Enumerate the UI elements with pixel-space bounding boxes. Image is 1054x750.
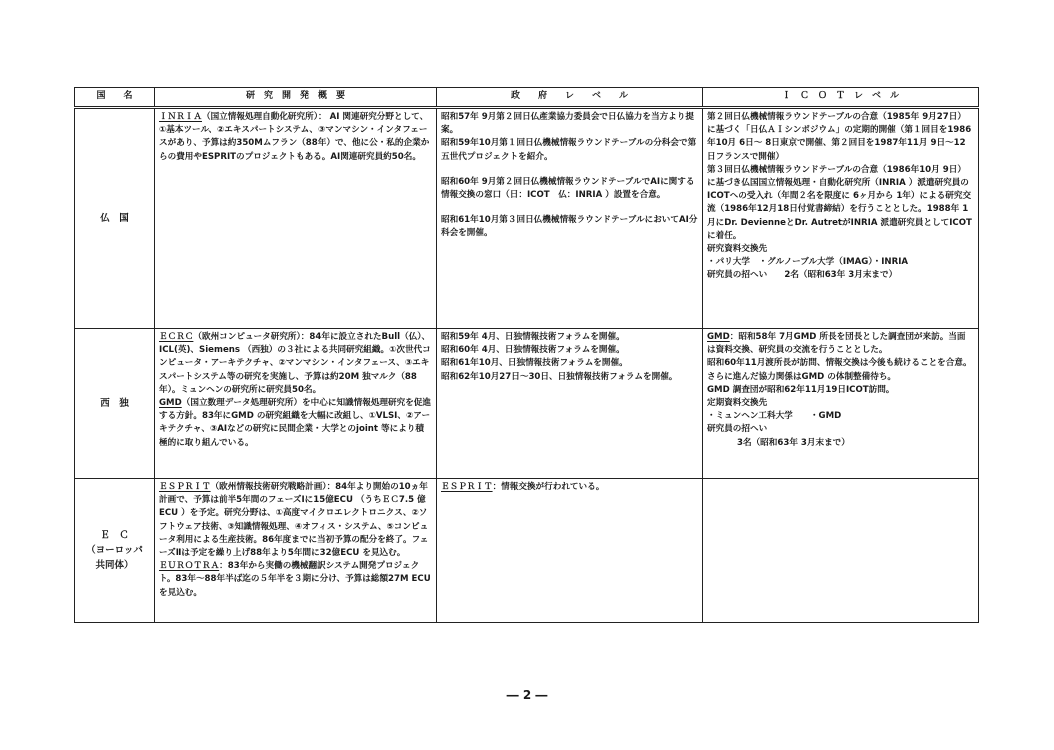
icot-paragraph: 研究員の招へい 2名（昭和63年 3月末まで） [707, 270, 898, 281]
government-item: 昭和61年10月第３回日仏機械情報ラウンドテーブルにおいてAI分科会を開催。 [441, 215, 698, 239]
government-item: 昭和60年 9月第２回日仏機械情報ラウンドテーブルでAIに関する情報交換の窓口（日：ICOT 仏：INRIA ）設置を合意。 [441, 176, 695, 201]
header-icot: Ｉ Ｃ Ｏ Ｔ レ ベ ル [703, 88, 979, 108]
row-west-germany [75, 329, 979, 479]
spacer [441, 164, 698, 176]
government-item [441, 481, 698, 494]
icot-paragraph: 昭和60年11月渡所長が訪問、情報交換は今後も続けることを合意。さらに進んだ協力関係はGMD の体制整備待ち。 [707, 358, 972, 382]
country-line: 共同体） [95, 560, 134, 571]
government-item: 昭和59年 4月、日独情報技術フォラムを開催。 [441, 332, 625, 342]
header-country: 国 名 [75, 88, 155, 108]
country-line: Ｅ Ｃ [100, 530, 129, 541]
org-description: ：83年から実働の機械翻訳システム開発プロジェクト。83年～88年半ば迄の５年半を３期に分け、予算は総額27M ECU を見込む。 [159, 561, 431, 598]
row-france [75, 108, 979, 329]
research-block [159, 560, 432, 600]
org-title-gmd: GMD [159, 398, 182, 409]
government-item: 昭和61年10月、日独情報技術フォラムを開催。 [441, 358, 628, 369]
icot-paragraph: 研究資料交換先 [707, 244, 768, 255]
research-block [159, 397, 432, 450]
research-west-germany [155, 329, 437, 479]
research-france [155, 108, 437, 329]
research-block [159, 331, 432, 397]
org-description: （国立数理データ処理研究所）を中心に知識情報処理研究を促進する方針。83年にGMD の研究組織を大幅に改組し、①VLSI、②アーキテクチャ、③AIなどの研究に民間企業・大学とのjoint 等により積極的に取り組んでいる。 [159, 398, 431, 448]
org-title-ecrc: ＥＣＲＣ [159, 332, 194, 342]
header-row [75, 88, 979, 108]
icot-paragraph: ・ミュンヘン工科大学 ・GMD [707, 411, 842, 422]
icot-ec [703, 479, 979, 623]
government-west-germany [437, 329, 703, 479]
icot-paragraph: ・パリ大学 ・グルノーブル大学（IMAG）・INRIA [707, 257, 909, 268]
country-line: （ヨーロッパ [86, 545, 143, 556]
org-title-esprit-gov: ＥＳＰＲＩＴ [441, 482, 493, 492]
org-description: （欧州コンピュータ研究所）：84年に設立されたBull（仏）、ICL(英)、Siemens （西独）の３社による共同研究組織。①次世代コンピュータ・アーキテクチャ、②マンマシン・インタフェース、③エキスパートシステム等の研究を実施し、予算は約20M 独マルク（88年）。ミュンヘンの研究所に研究員50名。 [159, 332, 431, 395]
icot-text: ：昭和58年 7月GMD 所長を団長とした調査団が来訪。当面は資料交換、研究員の交流を行うこととした。 [707, 332, 966, 356]
government-item: 昭和60年 4月、日独情報技術フォラムを開催。 [441, 345, 625, 356]
icot-paragraph: 定期資料交換先 [707, 398, 768, 409]
org-description: （国立情報処理自動化研究所）： AI 関連研究分野として、①基本ツール、②エキスパートシステム、③マンマシン・インタフェースがあり、予算は約350Mムフラン（88年）で、他に公・私的企業からの費用やESPRITのプロジェクトもある。AI関連研究員約50名。 [159, 112, 430, 162]
org-title-inria: ＩＮＲＩＡ [159, 112, 202, 122]
government-ec [437, 479, 703, 623]
comparison-table [74, 87, 979, 623]
icot-paragraph: 第３回日仏機械情報ラウンドテーブルの合意（1986年10月 9日）に基づき仏国国立情報処理・自動化研究所（INRIA ）派遣研究員のICOTへの受入れ（年間２名を限度に 6ヶ月から 1年）による研究交流（1986年12月18日付覚書締結）を行うこととした。1988年 1月にDr. DevienneとDr. AutretがINRIA 派遣研究員としてICOTに着任。 [707, 164, 972, 241]
icot-paragraph: GMD 調査団が昭和62年11月19日ICOT訪問。 [707, 384, 895, 395]
org-description: （欧州情報技術研究戦略計画）：84年より開始の10ヵ年計画で、予算は前半5年間のフェーズⅠに15億ECU （うちＥＣ7.5 億ECU ）を予定。研究分野は、①高度マイクロエレクトロニクス、②ソフトウェア技術、③知識情報処理、④オフィス・システム、⑤コンピュータ利用による生産技術。86年度までに当初予算の配分を終了。フェーズⅡは予定を繰り上げ88年より5年間に32億ECU を見込む。 [159, 482, 429, 559]
country-west-germany: 西 独 [75, 329, 155, 479]
research-ec [155, 479, 437, 623]
research-block [159, 111, 432, 164]
country-ec [75, 479, 155, 623]
government-item: 昭和62年10月27日～30日、日独情報技術フォラムを開催。 [441, 371, 678, 382]
icot-france [703, 108, 979, 329]
government-text: ：情報交換が行われている。 [492, 482, 605, 492]
icot-paragraph: 研究員の招へい [707, 424, 768, 435]
icot-paragraph: 第２回日仏機械情報ラウンドテーブルの合意（1985年 9月27日）に基づく「日仏ＡＩシンポジウム」の定期的開催（第１回目を1986年10月 6日～ 8日東京で開催、第２回目を1987年11月 9日～12日フランスで開催） [707, 112, 972, 162]
row-ec [75, 479, 979, 623]
icot-paragraph [707, 331, 974, 357]
header-government: 政 府 レ ベ ル [437, 88, 703, 108]
org-title-eurotra: ＥＵＲＯＴＲＡ [159, 561, 220, 572]
spacer [441, 202, 698, 214]
page-number: ― 2 ― [506, 688, 548, 702]
org-title-gmd-icot: GMD [707, 332, 730, 342]
government-france [437, 108, 703, 329]
header-research: 研 究 開 発 概 要 [155, 88, 437, 108]
government-item: 昭和57年 9月第２回日仏產業協力委員会で日仏協力を当方より提案。 [441, 112, 694, 136]
icot-west-germany [703, 329, 979, 479]
country-france: 仏 国 [75, 108, 155, 329]
government-item: 昭和59年10月第１回日仏機械情報ラウンドテーブルの分科会で第五世代プロジェクトを紹介。 [441, 138, 697, 162]
research-block [159, 481, 432, 560]
org-title-esprit: ＥＳＰＲＩＴ [159, 482, 211, 492]
icot-paragraph: 3名（昭和63年 3月末まで） [737, 437, 850, 448]
